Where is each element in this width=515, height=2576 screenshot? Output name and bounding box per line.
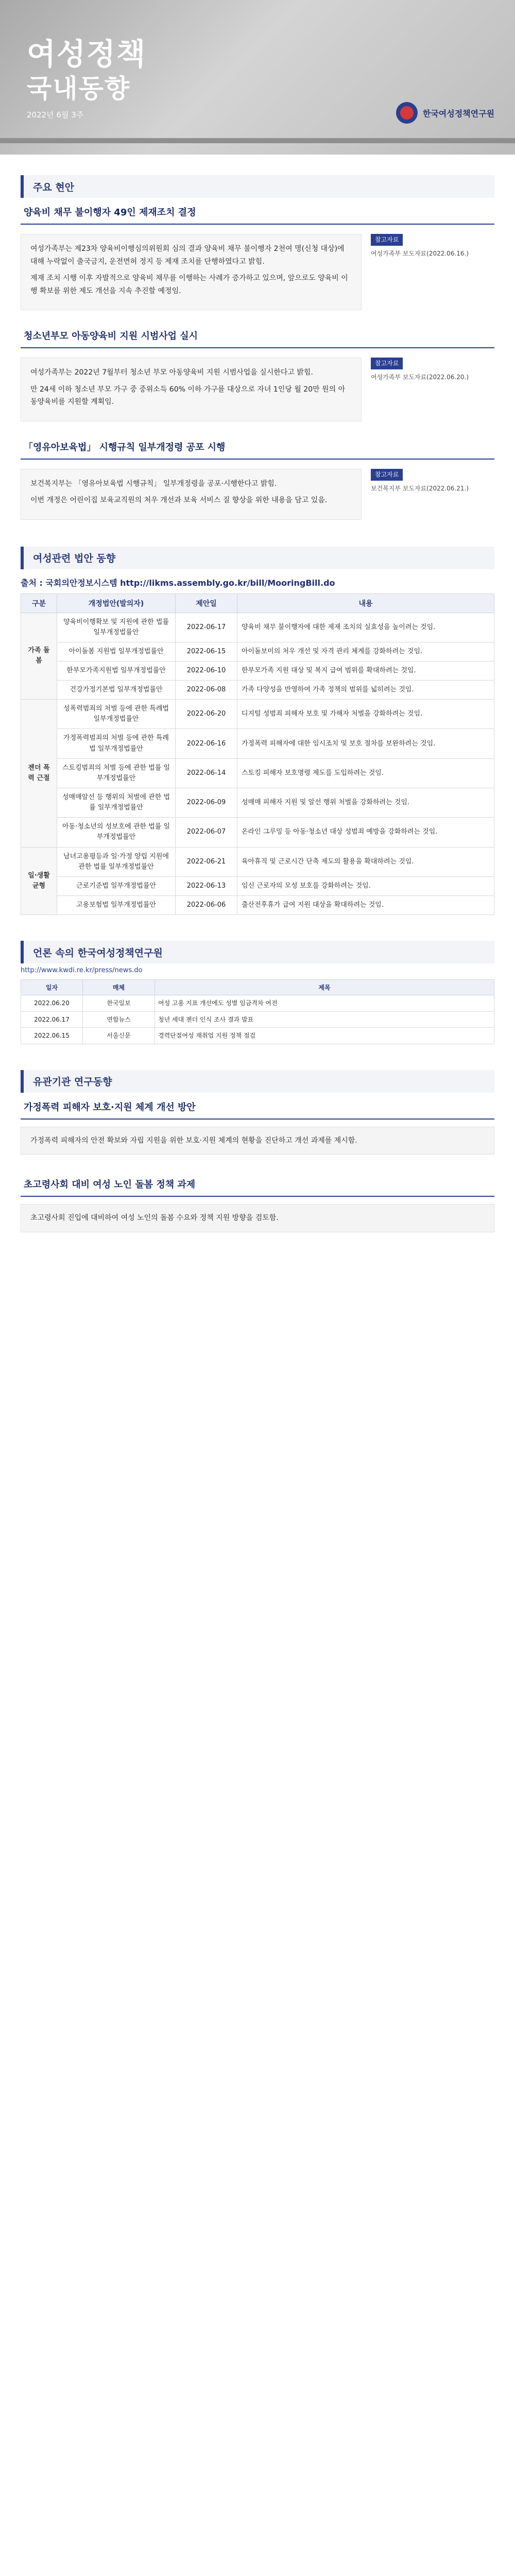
news-title: 청소년부모 아동양육비 지원 시범사업 실시 xyxy=(21,321,494,348)
table-row xyxy=(21,1011,494,1028)
news-reference: 참고자료 보건복지부 보도자료(2022.06.21.) xyxy=(371,469,494,520)
news-body: 여성가족부는 제23차 양육비이행심의위원회 심의 결과 양육비 채무 불이행자 2천여 명(신청 대상)에 대해 누락없이 출국금지, 운전면허 정지 등 제재 조치를 단행하였다고 밝힘. 제재 조치 시행 이후 자발적으로 양육비 채무를 이행하는 사례가 증가하고 있으며, 앞으로도 양육비 이행 확보를 위한 제도 개선을 지속 추진할 예정임. xyxy=(21,234,362,310)
bill-date: 2022-06-16 xyxy=(176,729,237,758)
press-table-wrap xyxy=(21,963,494,1044)
bill-date: 2022-06-09 xyxy=(176,788,237,818)
table-row xyxy=(21,896,494,915)
bill-date: 2022-06-15 xyxy=(176,642,237,661)
bills-table-wrap xyxy=(21,569,494,916)
bill-date: 2022-06-10 xyxy=(176,661,237,680)
bill-content: 양육비 채무 불이행자에 대한 제재 조치의 실효성을 높이려는 것임. xyxy=(237,613,494,642)
hero-divider xyxy=(0,138,515,143)
research-title: 초고령사회 대비 여성 노인 돌봄 정책 과제 xyxy=(21,1170,494,1197)
bill-name: 남녀고용평등과 일·가정 양립 지원에 관한 법률 일부개정법률안 xyxy=(57,847,176,876)
table-header: 제목 xyxy=(155,980,494,995)
table-header: 구분 xyxy=(21,594,57,613)
press-media: 연합뉴스 xyxy=(83,1011,155,1028)
bill-category: 가족 돌봄 xyxy=(21,613,57,700)
news-reference: 참고자료 여성가족부 보도자료(2022.06.16.) xyxy=(371,234,494,310)
bill-name: 가정폭력범죄의 처벌 등에 관한 특례법 일부개정법률안 xyxy=(57,729,176,758)
bill-content: 아이돌보미의 처우 개선 및 자격 관리 체계를 강화하려는 것임. xyxy=(237,642,494,661)
bill-name: 양육비이행확보 및 지원에 관한 법률 일부개정법률안 xyxy=(57,613,176,642)
bill-date: 2022-06-06 xyxy=(176,896,237,915)
bill-name: 한부모가족지원법 일부개정법률안 xyxy=(57,661,176,680)
table-header: 개정법안(발의자) xyxy=(57,594,176,613)
research-item xyxy=(21,1093,494,1127)
bill-content: 디지털 성범죄 피해자 보호 및 가해자 처벌을 강화하려는 것임. xyxy=(237,700,494,729)
bill-date: 2022-06-07 xyxy=(176,818,237,847)
bill-name: 아동·청소년의 성보호에 관한 법률 일부개정법률안 xyxy=(57,818,176,847)
bill-name: 스토킹범죄의 처벌 등에 관한 법률 일부개정법률안 xyxy=(57,758,176,788)
table-header: 제안일 xyxy=(176,594,237,613)
bills-table xyxy=(21,594,494,916)
bill-date: 2022-06-17 xyxy=(176,613,237,642)
press-date: 2022.06.20 xyxy=(21,995,83,1012)
bill-name: 아이돌봄 지원법 일부개정법률안 xyxy=(57,642,176,661)
press-title[interactable]: 청년 세대 젠더 인식 조사 결과 발표 xyxy=(155,1011,494,1028)
bill-date: 2022-06-21 xyxy=(176,847,237,876)
news-title: 「영유아보육법」 시행규칙 일부개정령 공포 시행 xyxy=(21,433,494,460)
table-header: 내용 xyxy=(237,594,494,613)
org-logo-icon xyxy=(396,102,418,124)
table-row xyxy=(21,995,494,1012)
bill-name: 건강가정기본법 일부개정법률안 xyxy=(57,681,176,700)
section-research: 유관기관 연구동향 xyxy=(21,1070,494,1093)
table-row xyxy=(21,729,494,758)
org-logo-text: 한국여성정책연구원 xyxy=(422,108,494,118)
press-title[interactable]: 경력단절여성 재취업 지원 정책 점검 xyxy=(155,1028,494,1044)
bill-content: 출산전후휴가 급여 지원 대상을 확대하려는 것임. xyxy=(237,896,494,915)
news-body: 보건복지부는 「영유아보육법 시행규칙」 일부개정령을 공포·시행한다고 밝힘. 이번 개정은 어린이집 보육교직원의 처우 개선과 보육 서비스 질 향상을 위한 내용을 담고 있음. xyxy=(21,469,362,520)
bill-name: 근로기준법 일부개정법률안 xyxy=(57,876,176,895)
bill-name: 성폭력범죄의 처벌 등에 관한 특례법 일부개정법률안 xyxy=(57,700,176,729)
table-row xyxy=(21,788,494,818)
issue-date: 2022년 6월 3주 xyxy=(27,110,84,120)
table-row xyxy=(21,876,494,895)
hero-header xyxy=(0,0,515,155)
bill-content: 한부모가족 지원 대상 및 복지 급여 범위를 확대하려는 것임. xyxy=(237,661,494,680)
table-row xyxy=(21,1028,494,1044)
bill-date: 2022-06-14 xyxy=(176,758,237,788)
bill-content: 임신 근로자의 모성 보호를 강화하려는 것임. xyxy=(237,876,494,895)
bill-content: 가정폭력 피해자에 대한 임시조치 및 보호 절차를 보완하려는 것임. xyxy=(237,729,494,758)
press-table xyxy=(21,979,494,1044)
research-item xyxy=(21,1170,494,1204)
section-press: 언론 속의 한국여성정책연구원 xyxy=(21,941,494,963)
bill-content: 육아휴직 및 근로시간 단축 제도의 활용을 확대하려는 것임. xyxy=(237,847,494,876)
table-header: 매체 xyxy=(83,980,155,995)
title-line-1: 여성정책 xyxy=(27,37,147,72)
bill-date: 2022-06-13 xyxy=(176,876,237,895)
bill-date: 2022-06-20 xyxy=(176,700,237,729)
bill-category: 일·생활 균형 xyxy=(21,847,57,915)
table-row xyxy=(21,642,494,661)
bills-source: 출처 : 국회의안정보시스템 http://likms.assembly.go.kr/bill/MooringBill.do xyxy=(21,578,335,588)
bill-name: 고용보험법 일부개정법률안 xyxy=(57,896,176,915)
bill-content: 성매매 피해자 지원 및 알선 행위 처벌을 강화하려는 것임. xyxy=(237,788,494,818)
table-row xyxy=(21,758,494,788)
press-link[interactable]: http://www.kwdi.re.kr/press/news.do xyxy=(21,967,143,975)
bill-name: 성매매알선 등 행위의 처벌에 관한 법률 일부개정법률안 xyxy=(57,788,176,818)
research-body: 초고령사회 진입에 대비하여 여성 노인의 돌봄 수요와 정책 지원 방향을 검토함. xyxy=(21,1204,494,1232)
news-item xyxy=(21,433,494,531)
bill-content: 가족 다양성을 반영하여 가족 정책의 범위를 넓히려는 것임. xyxy=(237,681,494,700)
table-row xyxy=(21,847,494,876)
table-row xyxy=(21,818,494,847)
section-bills: 여성관련 법안 동향 xyxy=(21,547,494,569)
bill-category: 젠더 폭력 근절 xyxy=(21,700,57,847)
research-body: 가정폭력 피해자의 안전 확보와 자립 지원을 위한 보호·지원 체계의 현황을 진단하고 개선 과제를 제시함. xyxy=(21,1127,494,1155)
org-logo xyxy=(396,102,494,124)
news-body: 여성가족부는 2022년 7월부터 청소년 부모 아동양육비 지원 시범사업을 실시한다고 밝힘. 만 24세 이하 청소년 부모 가구 중 중위소득 60% 이하 가구를 대상으로 자녀 1인당 월 20만 원의 아동양육비를 지원할 계획임. xyxy=(21,358,362,421)
press-title[interactable]: 여성 고용 지표 개선에도 성별 임금격차 여전 xyxy=(155,995,494,1012)
table-header: 일자 xyxy=(21,980,83,995)
news-item xyxy=(21,321,494,433)
table-row xyxy=(21,700,494,729)
bill-content: 온라인 그루밍 등 아동·청소년 대상 성범죄 예방을 강화하려는 것임. xyxy=(237,818,494,847)
research-title: 가정폭력 피해자 보호·지원 체계 개선 방안 xyxy=(21,1093,494,1120)
section-main-news: 주요 현안 xyxy=(21,175,494,198)
press-media: 서울신문 xyxy=(83,1028,155,1044)
table-row xyxy=(21,681,494,700)
table-row xyxy=(21,661,494,680)
bill-date: 2022-06-08 xyxy=(176,681,237,700)
news-title: 양육비 채무 불이행자 49인 제재조치 결정 xyxy=(21,198,494,225)
table-row xyxy=(21,613,494,642)
news-item xyxy=(21,198,494,321)
press-date: 2022.06.17 xyxy=(21,1011,83,1028)
press-date: 2022.06.15 xyxy=(21,1028,83,1044)
news-reference: 참고자료 여성가족부 보도자료(2022.06.20.) xyxy=(371,358,494,421)
bill-content: 스토킹 피해자 보호명령 제도를 도입하려는 것임. xyxy=(237,758,494,788)
press-media: 한국일보 xyxy=(83,995,155,1012)
title-line-2: 국내동향 xyxy=(27,74,131,104)
